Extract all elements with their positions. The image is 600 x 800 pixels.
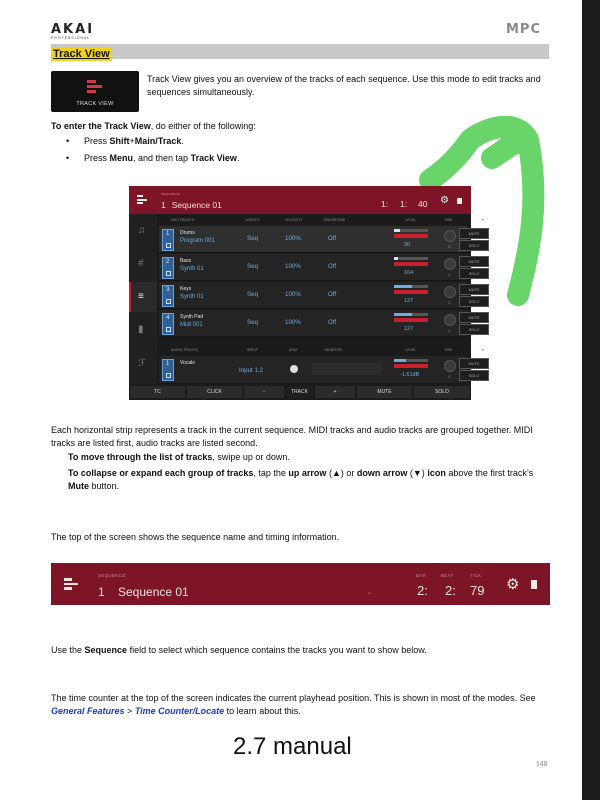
tick-caption: TICK [470,573,482,578]
track-view-icon [87,80,103,94]
mute-mode-button[interactable]: MUTE [357,386,412,398]
page-number: 148 [536,761,548,768]
section-title: Track View [53,48,110,60]
collapse-instruction: To collapse or expand each group of tracks, tap the up arrow (▲) or down arrow (▼) icon above the first track’s Mute button. [68,468,534,491]
brand-sub: PROFESSIONAL [51,36,91,40]
sequence-caption: SEQUENCE [161,192,181,196]
bar-value[interactable]: 2: [417,583,428,598]
drum-icon [166,243,171,248]
mute-button[interactable]: MUTE [459,228,489,239]
sequence-number[interactable]: 1 [98,585,105,599]
pan-knob[interactable] [444,286,456,298]
mpc-logo: MPC [506,22,542,37]
beat-caption: BEAT [441,573,454,578]
audio-track-row[interactable]: 1 Vocals Input 1,2 -1.61dB C MUTE SOLO [159,356,467,384]
track-view-badge [51,71,139,112]
sequence-name[interactable]: Sequence 01 [118,585,189,599]
solo-button[interactable]: SOLO [459,240,489,251]
grid-icon[interactable]: # [138,258,144,269]
menu-icon[interactable] [137,195,147,204]
audio-column-headers: AUDIO TRACKS INPUT ARM MONITOR LEVEL PAN ▼ [171,348,485,352]
track-row[interactable]: 2 Bass Synth 01 Seq 100% Off 104 C MUTE SOLO [159,254,467,281]
track-list-icon: ≡ [138,291,144,302]
mute-button[interactable]: MUTE [459,358,489,369]
akai-logo [51,22,94,40]
mute-button[interactable]: MUTE [459,284,489,295]
headphones-icon[interactable]: ♫ [138,225,146,236]
sequence-header-bar [51,563,550,605]
list-item: • Press Menu, and then tap Track View. [66,152,239,165]
keyboard-icon [166,271,171,276]
enter-rest: , do either of the following: [150,121,256,131]
enter-bullets [66,135,239,169]
brand-name: AKAI [51,22,95,37]
click-button[interactable]: CLICK [187,386,242,398]
screen-header [129,186,471,214]
play-stop-icon[interactable] [457,198,462,204]
track-row[interactable]: 3 Keys Synth 01 Seq 100% Off 127 C MUTE SOLO [159,282,467,309]
audio-icon [166,373,171,378]
track-view-screenshot [129,186,485,400]
sequence-field[interactable]: 1 Sequence 01 [161,200,222,210]
enter-lead: To enter the Track View [51,121,151,131]
pan-knob[interactable] [444,360,456,372]
beat-value[interactable]: 2: [445,583,456,598]
page-edge [582,0,600,800]
move-instruction: To move through the list of tracks, swipe up or down. [68,452,290,462]
monitor-field[interactable] [312,363,382,375]
tc-button[interactable]: TC [130,386,185,398]
solo-button[interactable]: SOLO [459,324,489,335]
sequence-field-description: Use the Sequence field to select which sequence contains the tracks you want to show below. [51,645,427,655]
mute-button[interactable]: MUTE [459,256,489,267]
collapse-arrow-icon[interactable]: ▼ [481,218,485,222]
track-row[interactable]: 1 Drums Program 001 Seq 100% Off 90 C MUTE SOLO [159,226,467,253]
menu-icon[interactable] [64,578,78,590]
time-counter-description: The time counter at the top of the screen indicates the current playhead position. This is shown in most of the modes. See General Features > Time Counter/Locate to learn about this. [51,693,536,716]
track-plus-button[interactable]: + [315,386,355,398]
midi-column-headers: MIDI TRACKS LENGTH VELOCITY TRANSPOSE LEVEL PAN ▼ [171,218,485,222]
keyboard-icon [166,299,171,304]
collapse-arrow-icon[interactable]: ▼ [481,348,485,352]
manual-version: 2.7 manual [233,733,352,760]
enter-instructions [51,120,256,133]
midi-icon [166,327,171,332]
time-bar[interactable]: 1: [381,199,389,209]
gear-icon[interactable]: ⚙ [506,576,520,593]
sequence-caption: SEQUENCE [98,573,126,578]
intro-paragraph: Track View gives you an overview of the tracks of each sequence. Use this mode to edit tracks and sequences simultaneously. [147,74,541,97]
top-screen-description: The top of the screen shows the sequence name and timing information. [51,532,340,542]
solo-button[interactable]: SOLO [459,370,489,381]
gear-icon[interactable]: ⚙ [440,195,449,206]
time-tick[interactable]: 40 [418,199,428,209]
time-beat[interactable]: 1: [400,199,408,209]
time-counter-link[interactable]: Time Counter/Locate [134,706,225,716]
section-header [51,44,549,59]
general-features-link[interactable]: General Features [51,706,125,716]
tick-value[interactable]: 79 [470,583,485,598]
pan-knob[interactable] [444,314,456,326]
bottom-button-bar [129,385,471,400]
mute-button[interactable]: MUTE [459,312,489,323]
solo-button[interactable]: SOLO [459,296,489,307]
mode-sidebar [129,214,157,384]
chevron-down-icon[interactable]: ⌄ [367,590,373,596]
fx-icon[interactable]: ℱ [138,358,146,369]
pan-knob[interactable] [444,258,456,270]
solo-mode-button[interactable]: SOLO [414,386,470,398]
list-item: • Press Shift+Main/Track. [66,135,239,148]
tracks-description: Each horizontal strip represents a track in the current sequence. MIDI tracks and audio tracks are grouped together. MIDI tracks are listed first, audio tracks are listed second. [51,425,533,448]
badge-label: TRACK VIEW [76,101,114,107]
arm-button[interactable] [290,365,298,373]
track-minus-button[interactable]: - [244,386,284,398]
solo-button[interactable]: SOLO [459,268,489,279]
play-stop-icon[interactable] [531,580,537,589]
bar-caption: BAR [416,573,427,578]
track-row[interactable]: 4 Synth Pad Midi 001 Seq 100% Off 127 C MUTE SOLO [159,310,467,337]
track-label: TRACK [286,386,313,398]
pan-knob[interactable] [444,230,456,242]
mixer-icon[interactable]: ▮ [138,324,144,335]
